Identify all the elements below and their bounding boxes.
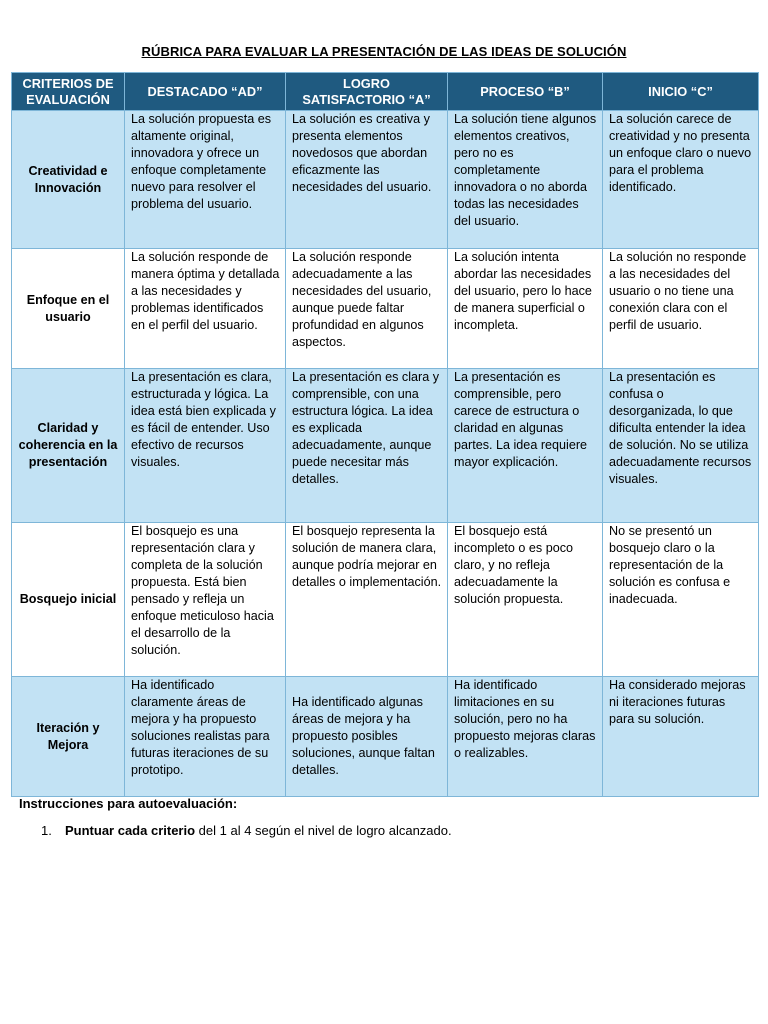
table-cell: No se presentó un bosquejo claro o la representación de la solución es confusa e inadecuada. [603, 523, 759, 677]
list-item [41, 823, 452, 838]
table-cell: El bosquejo representa la solución de manera clara, aunque podría mejorar en detalles o implementación. [286, 523, 448, 677]
list-item-text: del 1 al 4 según el nivel de logro alcanzado. [195, 823, 452, 838]
table-row [12, 523, 759, 677]
criterion-cell: Claridad y coherencia en la presentación [12, 369, 125, 523]
table-row [12, 369, 759, 523]
table-cell: La presentación es confusa o desorganizada, lo que dificulta entender la idea de solución. No se utiliza adecuadamente recursos visuales. [603, 369, 759, 523]
table-cell: La presentación es clara y comprensible, con una estructura lógica. La idea es explicada adecuadamente, aunque puede necesitar más detalles. [286, 369, 448, 523]
table-row [12, 677, 759, 797]
table-cell: La presentación es comprensible, pero carece de estructura o claridad en algunas partes. La idea requiere mayor explicación. [448, 369, 603, 523]
criterion-cell: Enfoque en el usuario [12, 249, 125, 369]
instructions-title: Instrucciones para autoevaluación: [19, 796, 238, 811]
list-item-bold-text: Puntuar cada criterio [65, 823, 196, 838]
table-cell: La solución responde adecuadamente a las necesidades del usuario, aunque puede faltar profundidad en algunos aspectos. [286, 249, 448, 369]
header-criterios: CRITERIOS DE EVALUACIÓN [12, 73, 125, 111]
rubric-table [11, 72, 759, 797]
table-row [12, 111, 759, 249]
criterion-cell: Creatividad e Innovación [12, 111, 125, 249]
table-cell: El bosquejo es una representación clara y completa de la solución propuesta. Está bien pensado y refleja un enfoque meticuloso hacia el desarrollo de la solución. [125, 523, 286, 677]
table-row [12, 249, 759, 369]
instructions-list [41, 823, 452, 838]
header-inicio: INICIO “C” [603, 73, 759, 111]
table-cell: El bosquejo está incompleto o es poco claro, y no refleja adecuadamente la solución propuesta. [448, 523, 603, 677]
document-title: RÚBRICA PARA EVALUAR LA PRESENTACIÓN DE LAS IDEAS DE SOLUCIÓN [141, 44, 627, 59]
table-cell: La solución tiene algunos elementos creativos, pero no es completamente innovadora o no aborda todas las necesidades del usuario. [448, 111, 603, 249]
list-item-number: 1. [41, 823, 52, 838]
criterion-cell: Bosquejo inicial [12, 523, 125, 677]
table-cell: La solución intenta abordar las necesidades del usuario, pero lo hace de manera superficial o incompleta. [448, 249, 603, 369]
header-destacado: DESTACADO “AD” [125, 73, 286, 111]
table-cell: La solución responde de manera óptima y detallada a las necesidades y problemas identificados en el perfil del usuario. [125, 249, 286, 369]
header-logro-satisfactorio: LOGRO SATISFACTORIO “A” [286, 73, 448, 111]
table-cell: La solución es creativa y presenta elementos novedosos que abordan eficazmente las necesidades del usuario. [286, 111, 448, 249]
table-cell: Ha identificado limitaciones en su solución, pero no ha propuesto mejoras claras o realizables. [448, 677, 603, 797]
table-cell: La solución no responde a las necesidades del usuario o no tiene una conexión clara con el perfil de usuario. [603, 249, 759, 369]
table-cell: La solución propuesta es altamente original, innovadora y ofrece un enfoque completamente nuevo para resolver el problema del usuario. [125, 111, 286, 249]
table-header-row [12, 73, 759, 111]
table-cell: Ha considerado mejoras ni iteraciones futuras para su solución. [603, 677, 759, 797]
table-cell: La presentación es clara, estructurada y lógica. La idea está bien explicada y es fácil de entender. Uso efectivo de recursos visuales. [125, 369, 286, 523]
table-cell: La solución carece de creatividad y no presenta un enfoque claro o nuevo para el problema identificado. [603, 111, 759, 249]
criterion-cell: Iteración y Mejora [12, 677, 125, 797]
header-proceso: PROCESO “B” [448, 73, 603, 111]
table-cell: Ha identificado algunas áreas de mejora y ha propuesto posibles soluciones, aunque faltan detalles. [286, 677, 448, 797]
table-cell: Ha identificado claramente áreas de mejora y ha propuesto soluciones realistas para futuras iteraciones de su prototipo. [125, 677, 286, 797]
